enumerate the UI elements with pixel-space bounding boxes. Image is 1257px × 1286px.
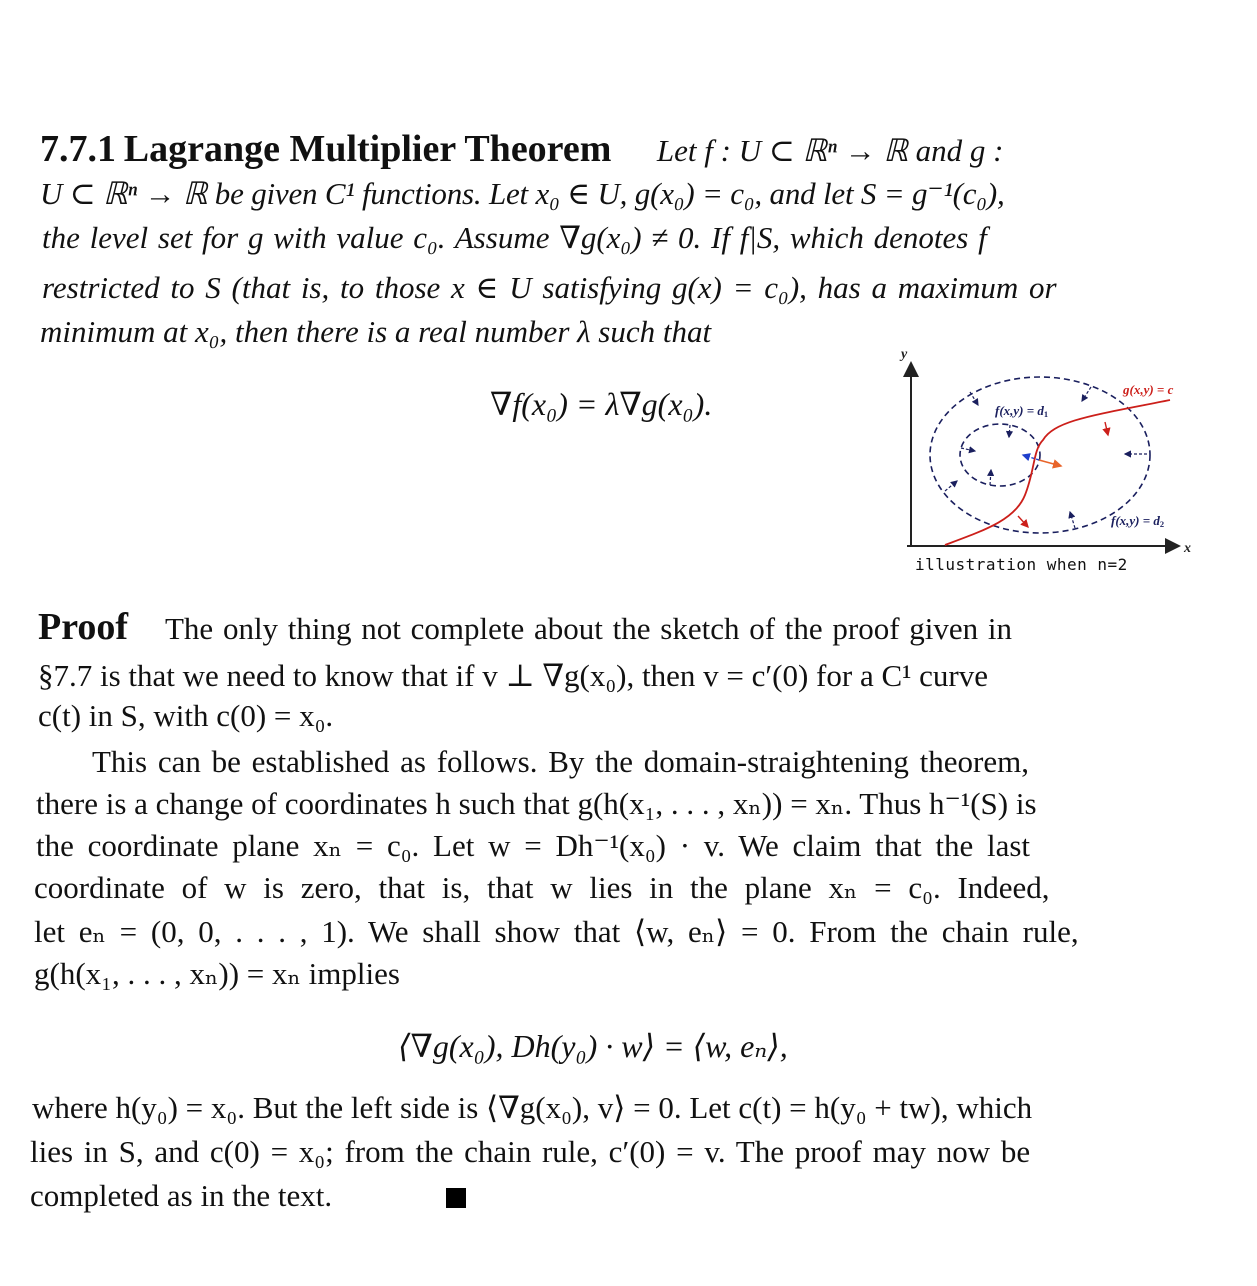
x-axis-label: x bbox=[1184, 541, 1191, 556]
theorem-text: Let f : U ⊂ ℝⁿ → ℝ and g : bbox=[656, 133, 1004, 168]
proof-line-6: the coordinate plane xₙ = c₀. Let w = Dh⁻¹(x₀) · v. We claim that the last bbox=[36, 828, 1031, 863]
proof-line-12: completed as in the text. bbox=[30, 1178, 333, 1213]
theorem-line-4: restricted to S (that is, to those x ∈ U satisfying g(x) = c₀), has a maximum or bbox=[42, 270, 1057, 305]
proof-line-3: c(t) in S, with c(0) = x₀. bbox=[38, 698, 334, 733]
theorem-line-3: the level set for g with value c₀. Assume ∇g(x₀) ≠ 0. If f|S, which denotes f bbox=[42, 220, 987, 255]
y-axis-label: y bbox=[901, 347, 908, 362]
theorem-line-2: U ⊂ ℝⁿ → ℝ be given C¹ functions. Let x₀ ∈ U, g(x₀) = c₀, and let S = g⁻¹(c₀), bbox=[40, 176, 1005, 211]
proof-line-10: where h(y₀) = x₀. But the left side is ⟨∇g(x₀), v⟩ = 0. Let c(t) = h(y₀ + tw), which bbox=[32, 1090, 1033, 1125]
proof-line-2: §7.7 is that we need to know that if v ⊥ ∇g(x₀), then v = c′(0) for a C¹ curve bbox=[38, 658, 989, 693]
theorem-title: Lagrange Multiplier Theorem bbox=[123, 128, 612, 170]
qed-symbol bbox=[446, 1188, 466, 1208]
proof-line-4: This can be established as follows. By the domain-straightening theorem, bbox=[92, 744, 1029, 779]
proof-line-5: there is a change of coordinates h such that g(h(x₁, . . . , xₙ)) = xₙ. Thus h⁻¹(S) is bbox=[36, 786, 1037, 821]
proof-line-9: g(h(x₁, . . . , xₙ)) = xₙ implies bbox=[34, 956, 400, 991]
figure-caption: illustration when n=2 bbox=[915, 555, 1128, 574]
grad-f-arrow bbox=[1023, 455, 1039, 460]
level-curve-inner bbox=[960, 424, 1040, 486]
theorem-line-5: minimum at x₀, then there is a real number λ such that bbox=[40, 314, 712, 349]
theorem-equation: ∇f(x₀) = λ∇g(x₀). bbox=[490, 386, 713, 422]
theorem-line-1 bbox=[40, 130, 1004, 168]
constraint-label: g(x,y) = c bbox=[1123, 382, 1174, 397]
contour-illustration bbox=[895, 345, 1215, 585]
proof-line-11: lies in S, and c(0) = x₀; from the chain rule, c′(0) = v. The proof may now be bbox=[30, 1134, 1031, 1169]
level2-label: $f(x,y) = d_2$ bbox=[1111, 513, 1165, 530]
proof-line-8: let eₙ = (0, 0, . . . , 1). We shall show that ⟨w, eₙ⟩ = 0. From the chain rule, bbox=[34, 914, 1079, 949]
proof-equation: ⟨∇g(x₀), Dh(y₀) · w⟩ = ⟨w, eₙ⟩, bbox=[398, 1028, 788, 1064]
level1-label: $f(x,y) = d_1$ bbox=[995, 403, 1049, 420]
theorem-number: 7.7.1 bbox=[40, 128, 116, 170]
proof-title: Proof bbox=[38, 606, 129, 648]
proof-line-1: Proof The only thing not complete about the sketch of the proof given in bbox=[38, 606, 1013, 648]
grad-g-arrow bbox=[1039, 460, 1061, 466]
proof-line-7: coordinate of w is zero, that is, that w lies in the plane xₙ = c₀. Indeed, bbox=[34, 870, 1050, 905]
lagrange-figure bbox=[895, 345, 1215, 585]
